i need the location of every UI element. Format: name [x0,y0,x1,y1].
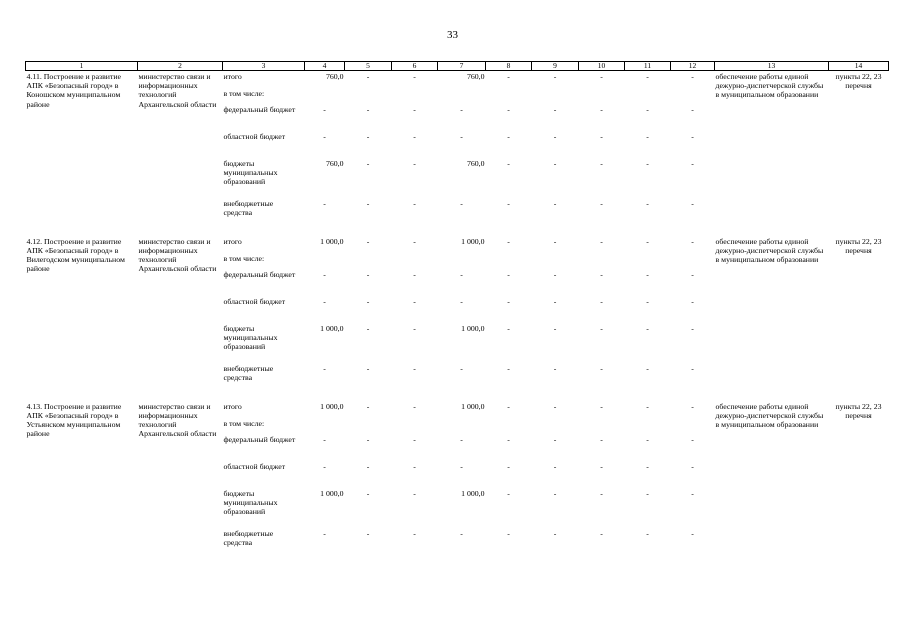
table-row [26,71,889,88]
year-amount: - [646,72,649,81]
year-amount: - [507,461,510,471]
year-amount: - [460,363,463,373]
responsible-executor: министерство связи и информационных технологий Архангельской области [138,236,217,274]
column-header: 14 [829,62,889,71]
column-header: 5 [345,62,392,71]
total-amount: - [323,131,326,141]
year-amount [392,88,438,104]
year-amount: - [413,528,416,538]
year-amount: - [600,72,603,81]
year-amount: - [413,488,416,498]
year-amount: - [553,434,557,444]
total-amount: 1 000,0 [320,401,344,411]
year-amount: - [413,158,416,168]
funding-source-label: итого [223,401,242,411]
year-amount [625,418,671,434]
year-amount: 1 000,0 [461,401,485,411]
year-amount: - [646,488,649,498]
year-amount [625,88,671,104]
year-amount: - [507,401,510,411]
total-amount: - [323,104,326,114]
funding-source-label: в том числе: [223,88,265,98]
year-amount [486,88,532,104]
expected-result: обеспечение работы единой дежурно-диспетчерской службы в муниципальном образовании [715,72,824,100]
year-amount: - [553,296,557,306]
total-amount [305,88,345,104]
year-amount [345,418,392,434]
year-amount: 760,0 [466,158,485,168]
funding-source-label: областной бюджет [223,131,286,141]
year-amount: - [600,198,603,208]
year-amount: 1 000,0 [461,488,485,498]
total-amount: - [323,198,326,208]
year-amount: - [600,236,603,246]
year-amount: - [691,131,694,141]
year-amount: - [553,158,557,168]
total-amount [305,253,345,269]
indicator-reference: пункты 22, 23 перечня [835,72,882,91]
year-amount: - [553,72,557,81]
funding-source-label: итого [223,236,242,246]
total-amount: 1 000,0 [320,323,344,333]
year-amount: - [646,236,649,246]
year-amount: - [646,401,649,411]
funding-source-label: бюджеты муниципальных образований [223,488,278,516]
year-amount: - [646,158,649,168]
budget-table [25,61,889,556]
year-amount: - [646,296,649,306]
column-header: 12 [671,62,715,71]
section-title: 4.12. Построение и развитие АПК «Безопасный город» в Вилегодском муниципальном районе [26,236,125,274]
funding-source-label: внебюджетные средства [223,528,274,547]
funding-source-label: итого [223,72,242,81]
funding-source-label: внебюджетные средства [223,198,274,217]
funding-source-label: федеральный бюджет [223,434,296,444]
column-header: 10 [579,62,625,71]
year-amount: - [507,488,510,498]
year-amount: - [553,401,557,411]
year-amount: - [460,528,463,538]
table-body [26,71,889,556]
total-amount [305,418,345,434]
table-row [26,401,889,418]
year-amount: - [507,434,510,444]
year-amount [438,418,486,434]
funding-source-label: областной бюджет [223,461,286,471]
year-amount [579,418,625,434]
column-header: 13 [715,62,829,71]
column-number-header-row [26,62,889,71]
responsible-executor: министерство связи и информационных технологий Архангельской области [138,401,217,439]
funding-source-label: внебюджетные средства [223,363,274,382]
year-amount: - [600,461,603,471]
year-amount: - [691,296,694,306]
year-amount [671,253,715,269]
year-amount: - [553,488,557,498]
year-amount: - [646,198,649,208]
responsible-executor: министерство связи и информационных технологий Архангельской области [138,72,217,109]
year-amount: - [413,296,416,306]
funding-source-label: бюджеты муниципальных образований [223,323,278,351]
year-amount: - [691,104,694,114]
year-amount: - [413,363,416,373]
year-amount: - [553,461,557,471]
year-amount: - [507,323,510,333]
year-amount: - [413,72,416,81]
year-amount: - [366,236,370,246]
year-amount [345,88,392,104]
column-header: 2 [138,62,223,71]
column-header: 7 [438,62,486,71]
column-header: 4 [305,62,345,71]
total-amount: - [323,434,326,444]
year-amount: - [507,363,510,373]
year-amount: - [413,461,416,471]
year-amount: - [413,236,416,246]
year-amount: - [691,198,694,208]
year-amount: - [460,461,463,471]
year-amount: - [600,158,603,168]
year-amount: 760,0 [466,72,485,81]
year-amount: - [507,131,510,141]
year-amount: - [460,434,463,444]
year-amount: - [366,72,370,81]
indicator-reference: пункты 22, 23 перечня [835,236,882,255]
year-amount [532,88,579,104]
year-amount: - [460,296,463,306]
column-header: 8 [486,62,532,71]
year-amount: - [691,269,694,279]
year-amount [579,253,625,269]
year-amount: - [691,236,694,246]
year-amount: - [366,363,370,373]
year-amount: - [600,488,603,498]
year-amount: - [366,131,370,141]
year-amount: 1 000,0 [461,236,485,246]
year-amount: - [691,363,694,373]
column-header: 6 [392,62,438,71]
year-amount [532,253,579,269]
year-amount: - [553,131,557,141]
year-amount: - [366,528,370,538]
year-amount: - [600,363,603,373]
year-amount: - [691,158,694,168]
year-amount [486,418,532,434]
column-header: 11 [625,62,671,71]
year-amount: - [413,323,416,333]
year-amount: - [600,131,603,141]
year-amount: - [413,401,416,411]
year-amount: - [366,158,370,168]
year-amount [345,253,392,269]
column-header: 9 [532,62,579,71]
column-header: 3 [223,62,305,71]
funding-source-label: бюджеты муниципальных образований [223,158,278,186]
year-amount [392,418,438,434]
year-amount: - [366,198,370,208]
year-amount: - [646,461,649,471]
funding-source-label: федеральный бюджет [223,104,296,114]
year-amount: - [366,434,370,444]
year-amount: - [600,401,603,411]
year-amount: - [691,323,694,333]
year-amount: - [507,72,510,81]
year-amount: - [460,198,463,208]
year-amount [438,88,486,104]
year-amount: - [646,131,649,141]
year-amount [392,253,438,269]
year-amount: - [691,461,694,471]
year-amount: - [460,131,463,141]
year-amount: - [366,401,370,411]
year-amount: - [646,323,649,333]
year-amount: - [413,198,416,208]
expected-result: обеспечение работы единой дежурно-диспетчерской службы в муниципальном образовании [715,236,824,264]
year-amount: - [413,104,416,114]
total-amount: - [323,296,326,306]
spacer-cell [26,226,889,236]
funding-source-label: в том числе: [223,253,265,263]
year-amount: - [507,528,510,538]
year-amount: - [553,528,557,538]
indicator-reference: пункты 22, 23 перечня [835,401,882,420]
year-amount: - [600,296,603,306]
year-amount: - [600,528,603,538]
year-amount: 1 000,0 [461,323,485,333]
total-amount: - [323,461,326,471]
year-amount: - [460,269,463,279]
table-row [26,236,889,253]
year-amount: - [553,323,557,333]
year-amount: - [691,528,694,538]
year-amount: - [691,488,694,498]
total-amount: - [323,528,326,538]
year-amount: - [366,269,370,279]
year-amount: - [366,461,370,471]
year-amount: - [600,104,603,114]
total-amount: - [323,363,326,373]
year-amount: - [691,434,694,444]
section-spacer [26,226,889,236]
year-amount: - [507,236,510,246]
year-amount: - [507,104,510,114]
year-amount: - [413,269,416,279]
year-amount: - [366,296,370,306]
year-amount: - [691,401,694,411]
year-amount: - [646,434,649,444]
year-amount [486,253,532,269]
year-amount: - [646,363,649,373]
year-amount: - [507,269,510,279]
year-amount [625,253,671,269]
total-amount: 1 000,0 [320,488,344,498]
year-amount [579,88,625,104]
total-amount: 760,0 [325,72,344,81]
year-amount: - [553,104,557,114]
total-amount: 1 000,0 [320,236,344,246]
year-amount: - [460,104,463,114]
section-spacer [26,391,889,401]
year-amount: - [413,131,416,141]
funding-source-label: областной бюджет [223,296,286,306]
year-amount: - [646,269,649,279]
year-amount: - [646,104,649,114]
spacer-cell [26,391,889,401]
year-amount: - [553,269,557,279]
total-amount: - [323,269,326,279]
year-amount: - [507,158,510,168]
year-amount [438,253,486,269]
year-amount: - [553,236,557,246]
year-amount: - [600,434,603,444]
section-title: 4.11. Построение и развитие АПК «Безопасный город» в Коношском муниципальном районе [26,72,122,109]
page-number: 33 [447,29,458,41]
year-amount: - [600,323,603,333]
funding-source-label: федеральный бюджет [223,269,296,279]
total-amount: 760,0 [325,158,344,168]
expected-result: обеспечение работы единой дежурно-диспетчерской службы в муниципальном образовании [715,401,824,429]
year-amount: - [413,434,416,444]
year-amount: - [600,269,603,279]
year-amount: - [691,72,694,81]
year-amount [671,418,715,434]
year-amount: - [366,104,370,114]
year-amount [532,418,579,434]
year-amount: - [366,488,370,498]
year-amount [671,88,715,104]
year-amount: - [507,296,510,306]
section-title: 4.13. Построение и развитие АПК «Безопасный город» в Устьянском муниципальном районе [26,401,122,439]
year-amount: - [366,323,370,333]
year-amount: - [507,198,510,208]
column-header: 1 [26,62,138,71]
year-amount: - [553,363,557,373]
funding-source-label: в том числе: [223,418,265,428]
year-amount: - [553,198,557,208]
year-amount: - [646,528,649,538]
